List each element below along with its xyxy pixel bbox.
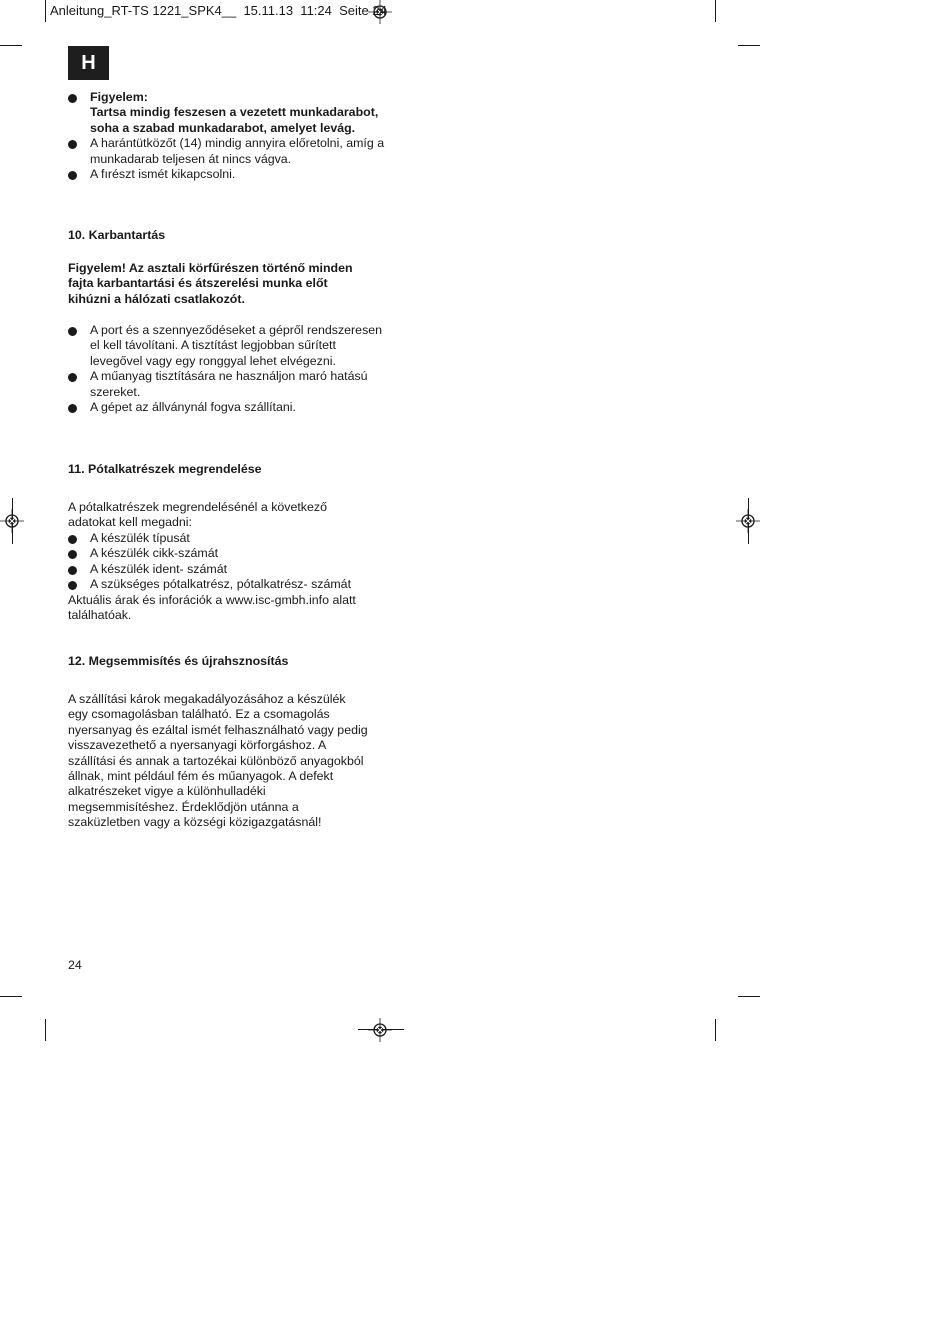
section-heading: 11. Pótalkatrészek megrendelése bbox=[68, 462, 262, 476]
warning-text: Figyelem: Tartsa mindig feszesen a vezetett munkadarabot, soha a szabad munkadarabot, amelyet levág. bbox=[90, 90, 379, 135]
list-item-text: A készülék típusát bbox=[90, 531, 190, 545]
bullet-icon bbox=[68, 373, 77, 382]
bullet-icon bbox=[68, 171, 77, 180]
list-item-text: A készülék cikk-számát bbox=[90, 546, 219, 561]
list-item bbox=[68, 531, 398, 546]
maintenance-bullet-list bbox=[68, 323, 388, 415]
print-header: Anleitung_RT-TS 1221_SPK4__ 15.11.13 11:24 Seite 24 bbox=[50, 3, 387, 18]
crop-mark bbox=[715, 0, 716, 22]
crop-mark bbox=[45, 1019, 46, 1041]
bullet-icon bbox=[68, 94, 77, 103]
list-item bbox=[68, 167, 388, 182]
section-heading: 12. Megsemmisítés és újrahsznosítás bbox=[68, 654, 289, 668]
list-item-text: A fırészt ismét kikapcsolni. bbox=[90, 167, 236, 182]
list-item bbox=[68, 369, 388, 400]
crop-mark bbox=[45, 0, 46, 22]
paragraph: Aktuális árak és inforációk a www.isc-gmbh.info alatt találhatóak. bbox=[68, 593, 356, 623]
list-item-text: A port és a szennyeződéseket a gépről rendszeresen el kell távolítani. A tisztítást legjobban sűrített levegővel vagy egy ronggyal lehet elvégezni. bbox=[90, 323, 383, 368]
list-item bbox=[68, 136, 388, 167]
bullet-icon bbox=[68, 404, 77, 413]
bullet-icon bbox=[68, 581, 77, 590]
paragraph: A pótalkatrészek megrendelésénél a következő adatokat kell megadni: bbox=[68, 500, 327, 530]
crop-mark bbox=[715, 1019, 716, 1041]
registration-mark-icon bbox=[736, 509, 760, 533]
crop-mark bbox=[0, 45, 22, 46]
list-item bbox=[68, 562, 398, 577]
bullet-icon bbox=[68, 140, 77, 149]
warning-paragraph: Figyelem! Az asztali körfűrészen történő minden fajta karbantartási és átszerelési munka előt kihúzni a hálózati csatlakozót. bbox=[68, 261, 353, 306]
list-item bbox=[68, 400, 388, 415]
registration-mark-icon bbox=[0, 509, 24, 533]
list-item bbox=[68, 90, 388, 136]
crop-mark bbox=[738, 45, 760, 46]
crop-mark bbox=[738, 996, 760, 997]
page-number: 24 bbox=[68, 958, 82, 972]
list-item bbox=[68, 323, 388, 369]
crop-mark bbox=[0, 996, 22, 997]
language-badge: H bbox=[68, 46, 109, 80]
section-heading: 10. Karbantartás bbox=[68, 228, 166, 242]
bullet-icon bbox=[68, 566, 77, 575]
list-item bbox=[68, 546, 398, 561]
list-item bbox=[68, 577, 398, 592]
intro-bullet-list bbox=[68, 90, 388, 182]
bullet-icon bbox=[68, 535, 77, 544]
list-item-text: A gépet az állványnál fogva szállítani. bbox=[90, 400, 296, 415]
registration-mark-icon bbox=[368, 1018, 392, 1042]
paragraph: A szállítási károk megakadályozásához a készülék egy csomagolásban található. Ez a csomagolás nyersanyag és ezáltal ismét felhasználható vagy pedig visszavezethető a nyersanyagi körforgáshoz. A szállítási és annak a tartozékai különböző anyagokból állnak, mint például fém és műanyagok. A defekt alkatrészeket vigye a különhulladéki megsemmisítéshez. Érdeklődjön utánna a szaküzletben vagy a községi közigazgatásnál! bbox=[68, 692, 368, 830]
list-item-text: A műanyag tisztítására ne használjon maró hatású szereket. bbox=[90, 369, 368, 399]
list-item-text: A készülék ident- számát bbox=[90, 561, 228, 576]
parts-bullet-list bbox=[68, 531, 398, 593]
bullet-icon bbox=[68, 550, 77, 559]
bullet-icon bbox=[68, 327, 77, 336]
list-item-text: A szükséges pótalkatrész, pótalkatrész- számát bbox=[90, 577, 352, 592]
list-item-text: A harántütközőt (14) mindig annyira előretolni, amíg a munkadarab teljesen át nincs vágva. bbox=[90, 136, 385, 166]
